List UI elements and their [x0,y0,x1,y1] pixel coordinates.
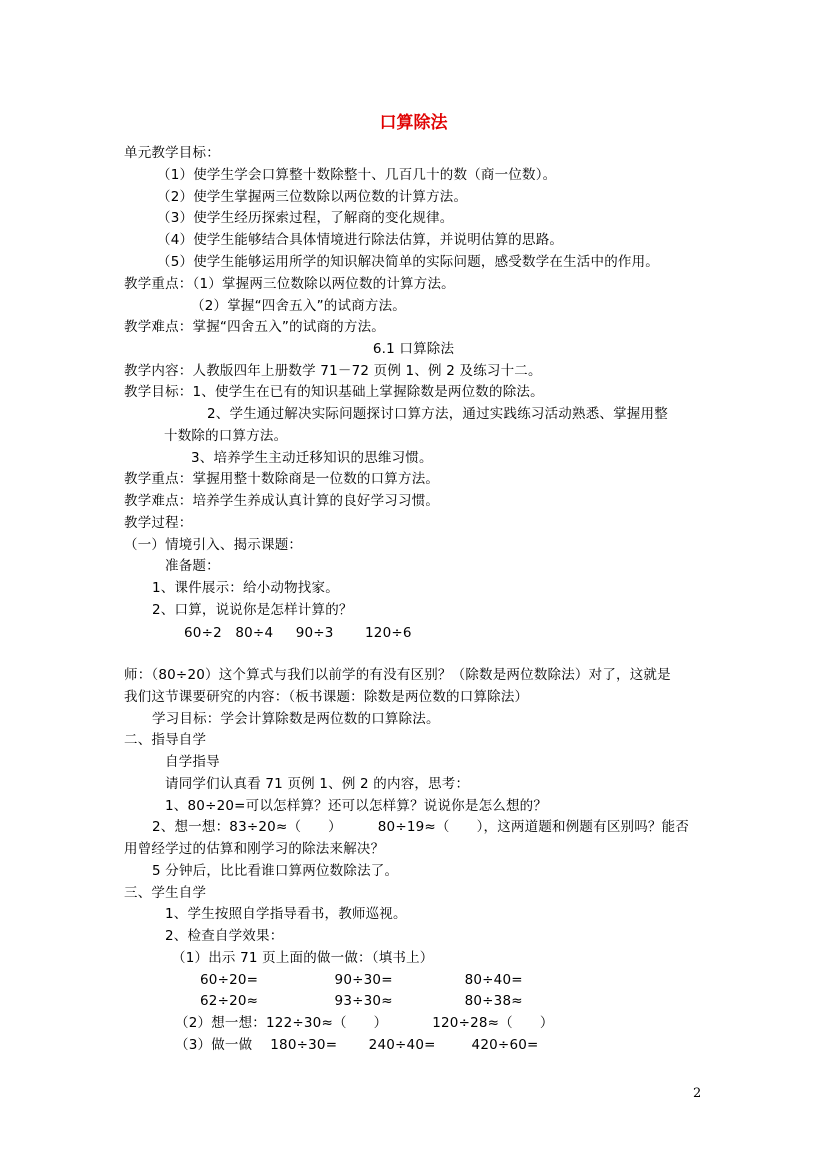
text-line: （5）使学生能够运用所学的知识解决简单的实际问题，感受数学在生活中的作用。 [157,254,659,270]
text-line: 2、口算，说说你是怎样计算的？ [152,602,353,618]
text-line: 教学目标：1、使学生在已有的知识基础上掌握除数是两位数的除法。 [124,384,544,400]
text-line: （一）情境引入、揭示课题： [124,537,303,553]
text-line: 教学难点：培养学生养成认真计算的良好学习习惯。 [124,493,440,509]
text-line: 教学重点：掌握用整十数除商是一位数的口算方法。 [124,471,440,487]
text-line: 准备题： [165,558,220,574]
page-number: 2 [693,1086,702,1101]
formula-line: 60÷2 80÷4 90÷3 120÷6 [184,625,412,641]
text-line: 师：（80÷20）这个算式与我们以前学的有没有区别？（除数是两位数除法）对了，这就是 [124,667,671,683]
text-line: 自学指导 [165,754,220,770]
text-line: 1、课件展示：给小动物找家。 [152,580,339,596]
text-line: 三、学生自学 [124,885,207,901]
document-title: 口算除法 [379,113,448,133]
text-line: 3、培养学生主动迁移知识的思维习惯。 [191,450,433,466]
text-line: 教学重点：（1）掌握两三位数除以两位数的计算方法。 [124,276,455,292]
text-line: 1、学生按照自学指导看书，教师巡视。 [165,906,407,922]
section-heading: 6.1 口算除法 [372,341,455,357]
text-line: 请同学们认真看 71 页例 1、例 2 的内容，思考： [165,776,470,792]
text-line: 2、检查自学效果： [165,928,284,944]
formula-line: 60÷20= 90÷30= 80÷40= [200,972,523,988]
text-line: （3）使学生经历探索过程，了解商的变化规律。 [157,210,454,226]
text-line: 学习目标：学会计算除数是两位数的口算除法。 [152,711,440,727]
text-line: 十数除的口算方法。 [164,428,288,444]
text-line: （2）使学生掌握两三位数除以两位数的计算方法。 [157,189,468,205]
text-line: 教学难点：掌握“四舍五入”的试商的方法。 [124,319,385,335]
text-line: 2、想一想：83÷20≈（ ） 80÷19≈（ ），这两道题和例题有区别吗？能否 [152,819,690,835]
text-line: 教学过程： [124,515,193,531]
text-line: 1、80÷20=可以怎样算？还可以怎样算？说说你是怎么想的？ [165,798,548,814]
text-line: 5 分钟后，比比看谁口算两位数除法了。 [152,863,399,879]
text-line: （2）掌握“四舍五入”的试商方法。 [191,298,406,314]
text-line: 2、学生通过解决实际问题探讨口算方法，通过实践练习活动熟悉、掌握用整 [207,406,668,422]
text-line: 二、指导自学 [124,732,207,748]
text-line: 教学内容：人教版四年上册数学 71－72 页例 1、例 2 及练习十二。 [124,363,542,379]
text-line: 用曾经学过的估算和刚学习的除法来解决？ [124,841,385,857]
text-line: （1）使学生学会口算整十数除整十、几百几十的数（商一位数）。 [157,167,557,183]
formula-line: （3）做一做 180÷30= 240÷40= 420÷60= [175,1037,539,1053]
text-line: （4）使学生能够结合具体情境进行除法估算，并说明估算的思路。 [157,232,564,248]
text-line: 单元教学目标： [124,145,220,161]
text-line: 我们这节课要研究的内容：（板书课题：除数是两位数的口算除法） [124,689,529,705]
formula-line: （2）想一想：122÷30≈（ ） 120÷28≈（ ） [175,1015,554,1031]
text-line: （1）出示 71 页上面的做一做：（填书上） [172,950,434,966]
formula-line: 62÷20≈ 93÷30≈ 80÷38≈ [200,993,523,1009]
